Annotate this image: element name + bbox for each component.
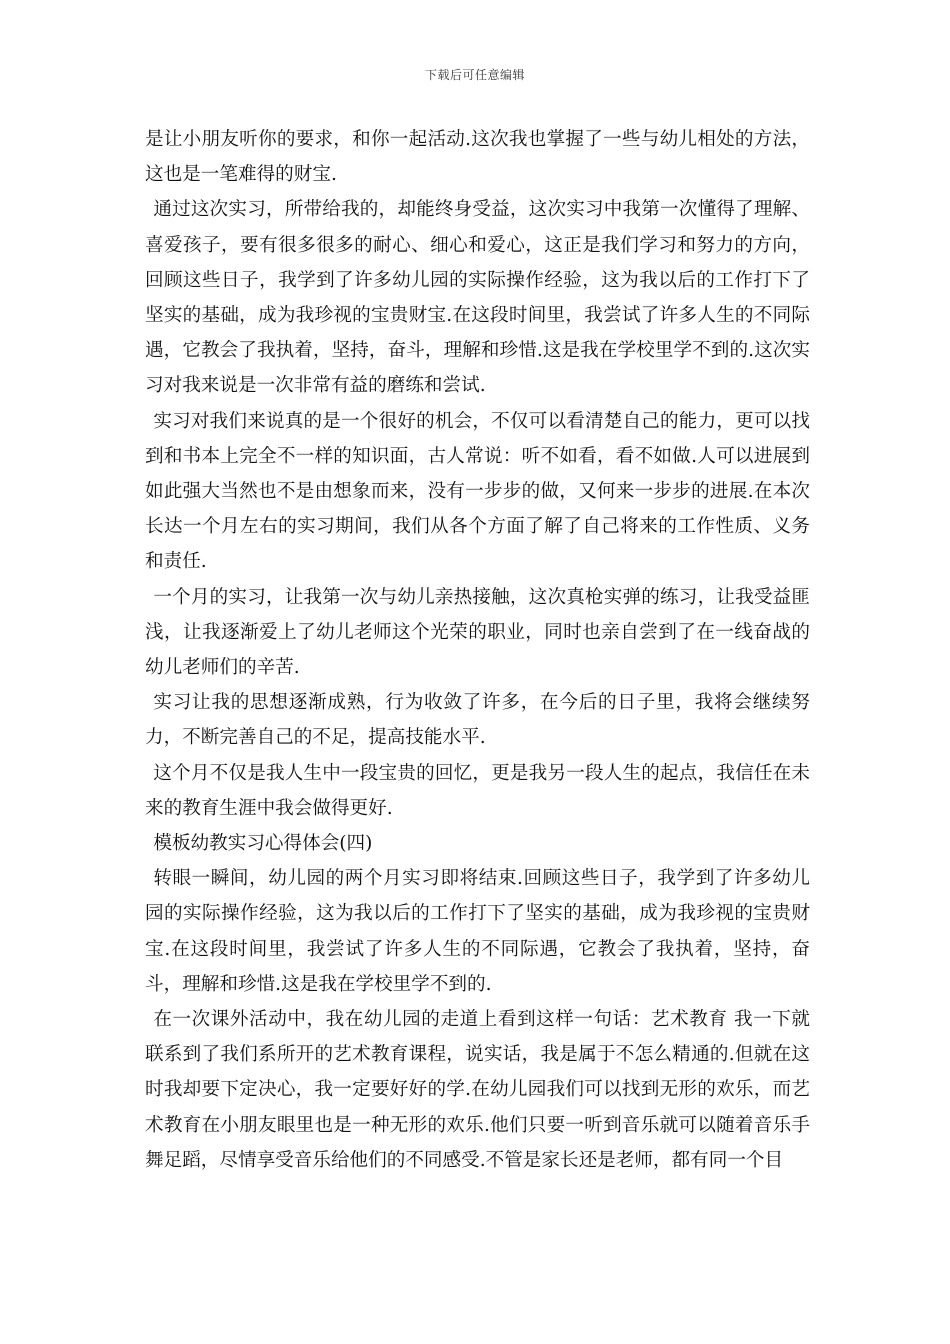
paragraph: 实习对我们来说真的是一个很好的机会，不仅可以看清楚自己的能力，更可以找到和书本上完全不一样的知识面，古人常说：听不如看，看不如做.人可以进展到如此强大当然也不是由想象而来，没有一步步的做，又何来一步步的进展.在本次长达一个月左右的实习期间，我们从各个方面了解了自己将来的工作性质、义务和责任. — [145, 410, 810, 573]
paragraph: 转眼一瞬间，幼儿园的两个月实习即将结束.回顾这些日子，我学到了许多幼儿园的实际操作经验，这为我以后的工作打下了坚实的基础，成为我珍视的宝贵财宝.在这段时间里，我尝试了许多人生的不同际遇，它教会了我执着，坚持，奋斗，理解和珍惜.这是我在学校里学不到的. — [145, 868, 810, 995]
paragraph: 通过这次实习，所带给我的，却能终身受益，这次实习中我第一次懂得了理解、喜爱孩子，要有很多很多的耐心、细心和爱心，这正是我们学习和努力的方向，回顾这些日子，我学到了许多幼儿园的实际操作经验，这为我以后的工作打下了坚实的基础，成为我珍视的宝贵财宝.在这段时间里，我尝试了许多人生的不同际遇，它教会了我执着，坚持，奋斗，理解和珍惜.这是我在学校里学不到的.这次实习对我来说是一次非常有益的磨练和尝试. — [145, 199, 810, 397]
paragraph: 一个月的实习，让我第一次与幼儿亲热接触，这次真枪实弹的练习，让我受益匪浅，让我逐渐爱上了幼儿老师这个光荣的职业，同时也亲自尝到了在一线奋战的幼儿老师们的辛苦. — [145, 586, 810, 679]
page-header: 下载后可任意编辑 — [424, 68, 525, 82]
document-body — [145, 122, 810, 1178]
section-heading: 模板幼教实习心得体会(四) — [153, 833, 373, 855]
paragraph: 在一次课外活动中，我在幼儿园的走道上看到这样一句话：艺术教育 我一下就联系到了我们系所开的艺术教育课程，说实话，我是属于不怎么精通的.但就在这时我却要下定决心，我一定要好好的学.在幼儿园我们可以找到无形的欢乐，而艺术教育在小朋友眼里也是一种无形的欢乐.他们只要一听到音乐就可以随着音乐手舞足蹈，尽情享受音乐给他们的不同感受.不管是家长还是老师，都有同一个目 — [145, 1009, 810, 1171]
paragraph: 实习让我的思想逐渐成熟，行为收敛了许多，在今后的日子里，我将会继续努力，不断完善自己的不足，提高技能水平. — [145, 692, 810, 749]
paragraph: 是让小朋友听你的要求，和你一起活动.这次我也掌握了一些与幼儿相处的方法，这也是一笔难得的财宝. — [145, 129, 810, 186]
paragraph: 这个月不仅是我人生中一段宝贵的回忆，更是我另一段人生的起点，我信任在未来的教育生涯中我会做得更好. — [145, 762, 810, 819]
